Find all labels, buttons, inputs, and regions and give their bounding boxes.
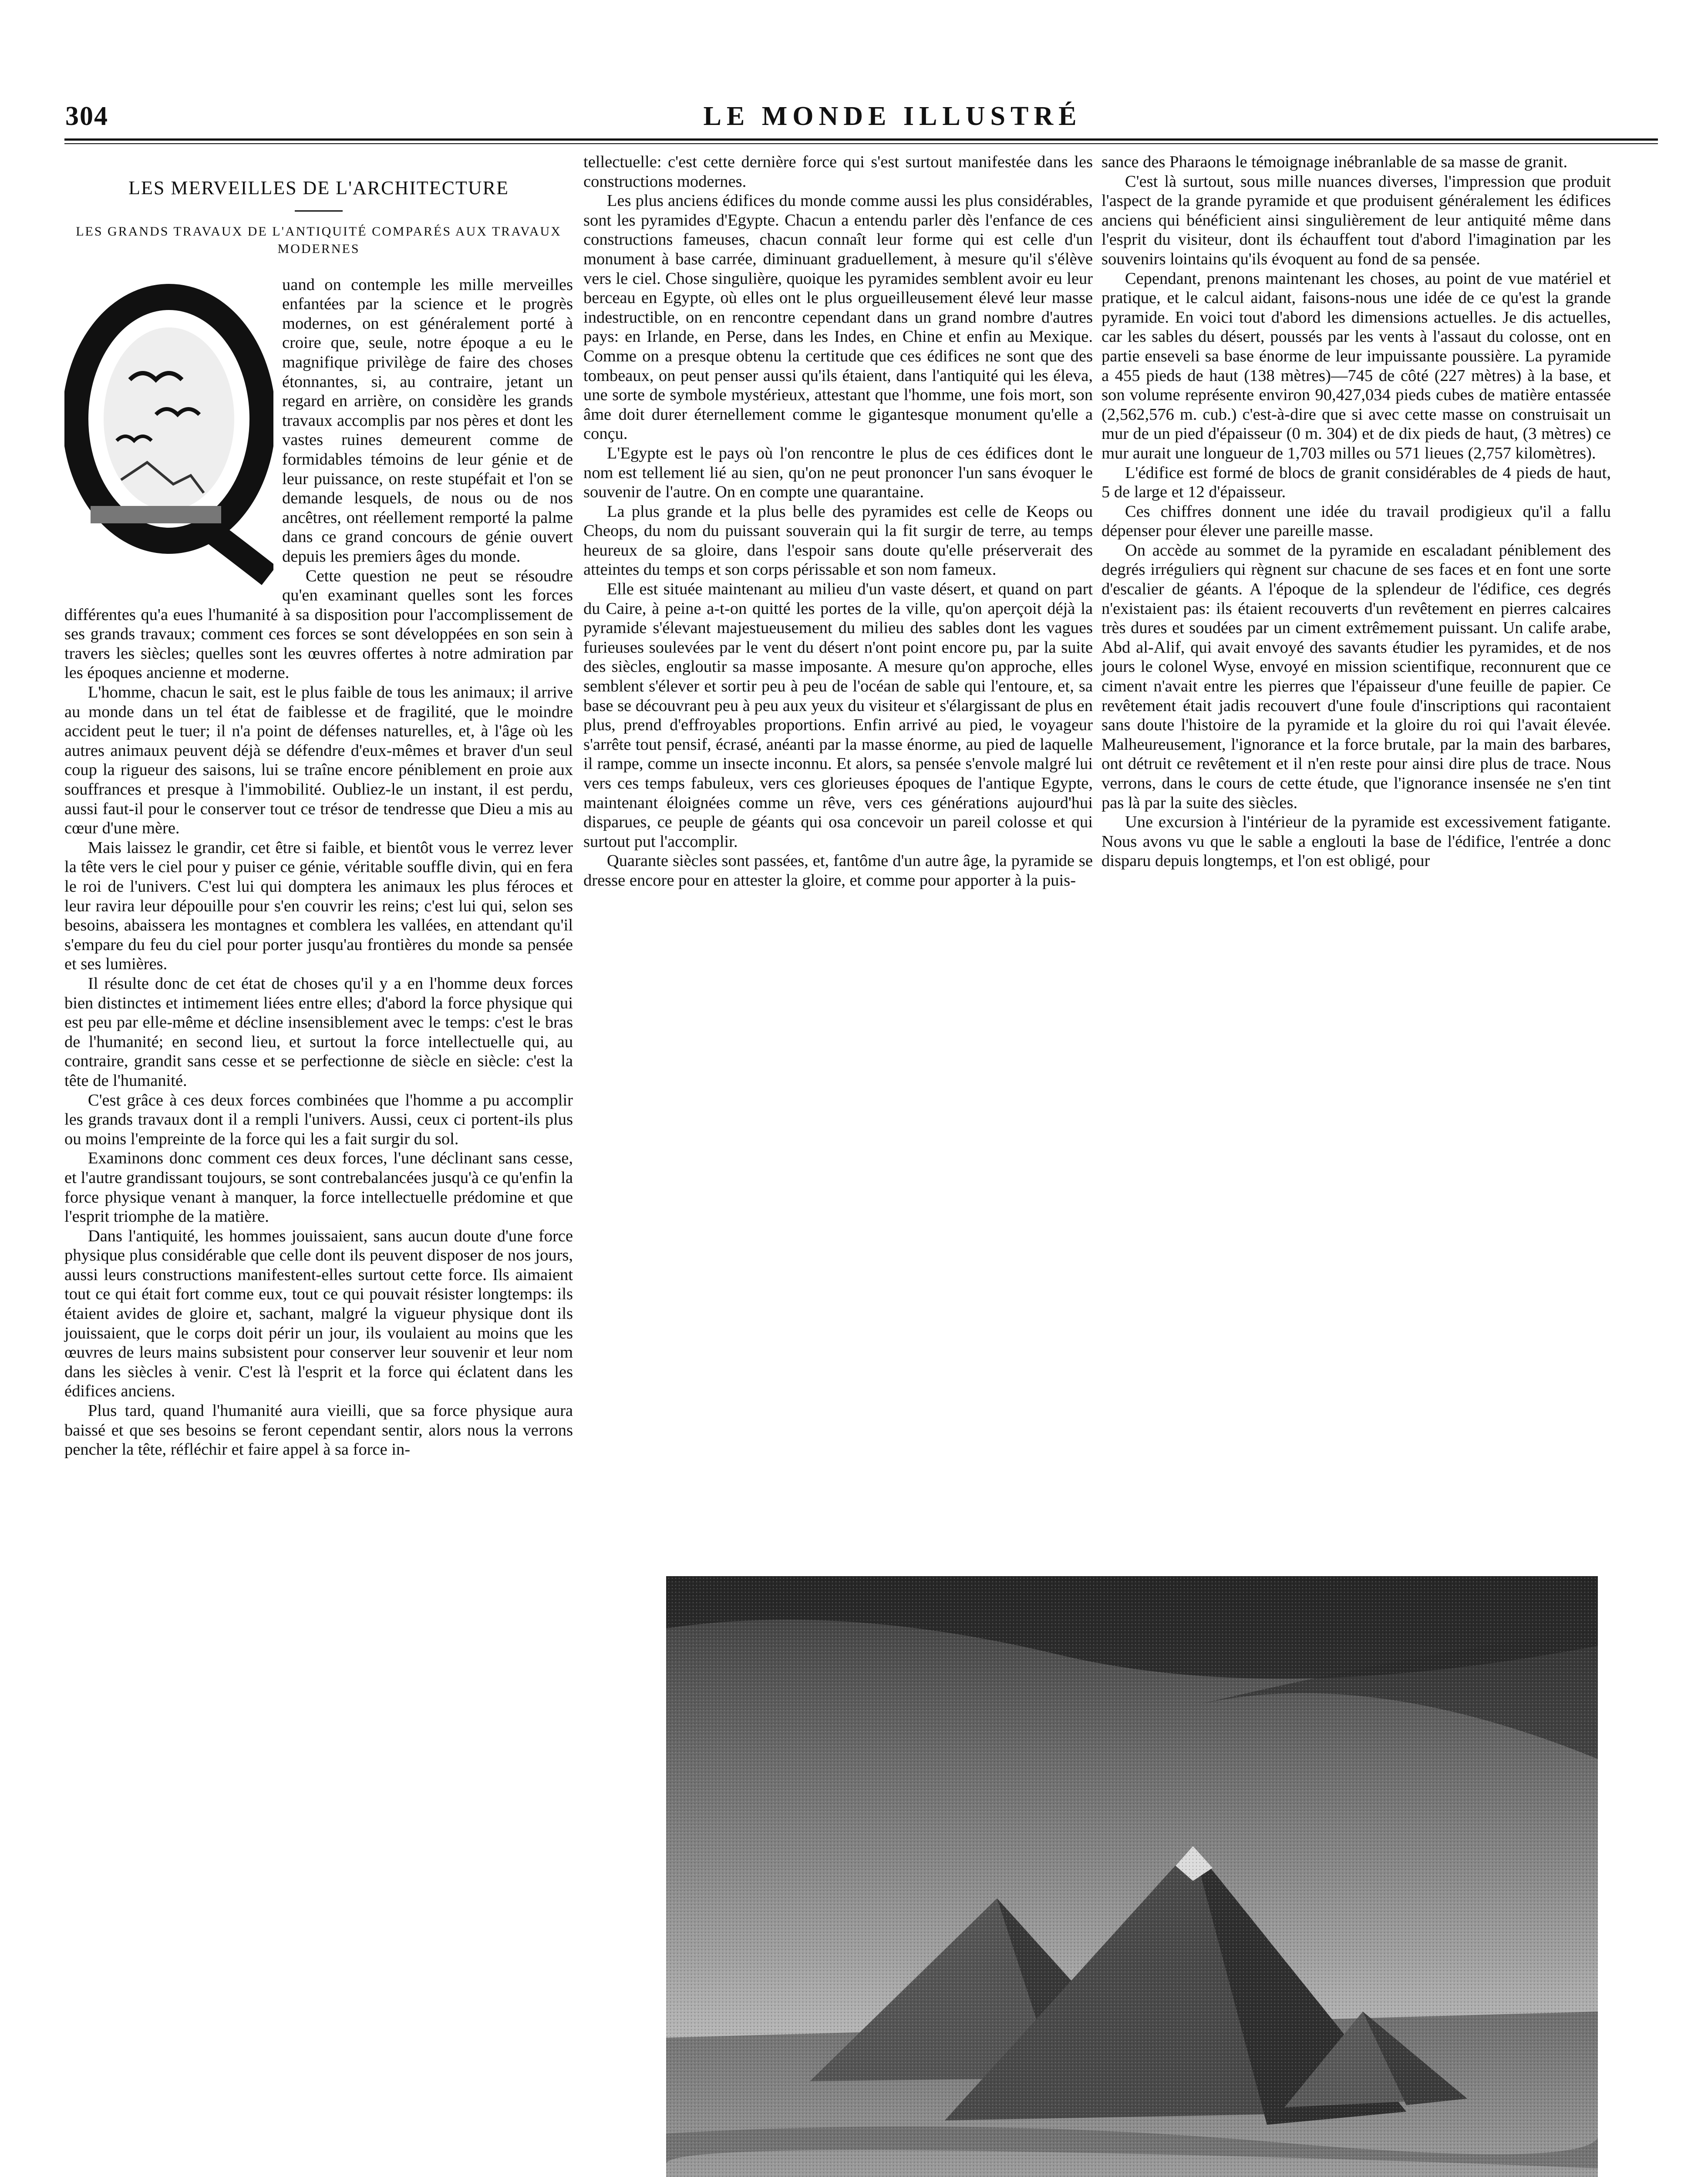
paragraph: L'homme, chacun le sait, est le plus faible de tous les animaux; il arrive au monde dans un tel état de faiblesse et de fragilité, que le moindre accident peut le tuer; il n'a point de défenses naturelles, et, à l'âge où les autres animaux peuvent déjà se défendre d'eux-mêmes et braver d'un seul coup la rigueur des saisons, lui se traîne encore péniblement en proie aux souffrances et presque à l'immobilité. Oubliez-le un instant, il est perdu, aussi faut-il pour le conserver tout ce trésor de tendresse que Dieu a mis au cœur d'une mère. <box>64 683 573 838</box>
paragraph: Ces chiffres donnent une idée du travail prodigieux qu'il a fallu dépenser pour élever une pareille masse. <box>1102 502 1611 540</box>
paragraph: C'est là surtout, sous mille nuances diverses, l'impression que produit l'aspect de la grande pyramide et que produisent généralement les édifices anciens qui bénéficient ainsi singulièrement de leur antiquité même dans l'esprit du visiteur, dont ils échauffent tout d'abord l'imagination par les souvenirs lointains qu'ils évoquent au fond de sa pensée. <box>1102 172 1611 268</box>
paragraph: Mais laissez le grandir, cet être si faible, et bientôt vous le verrez lever la tête vers le ciel pour y puiser ce génie, véritable souffle divin, qui en fera le roi de l'univers. C'est lui qui domptera les animaux les plus féroces et leur ravira leur dépouille pour s'en couvrir les reins; c'est lui qui, selon ses besoins, abaissera les montagnes et comblera les vallées, en attendant qu'il s'empare du feu du ciel pour porter jusqu'au frontières du monde sa pensée et ses lumières. <box>64 838 573 974</box>
column-1 <box>64 152 573 1459</box>
paragraph: C'est grâce à ces deux forces combinées que l'homme a pu accomplir les grands travaux dont il a rempli l'univers. Aussi, ceux ci portent-ils plus ou moins l'empreinte de la force qui les a fait surgir du sol. <box>64 1091 573 1148</box>
paragraph: L'édifice est formé de blocs de granit considérables de 4 pieds de haut, 5 de large et 12 d'épaisseur. <box>1102 463 1611 502</box>
journal-title: LE MONDE ILLUSTRÉ <box>703 101 1082 131</box>
paragraph: Elle est située maintenant au milieu d'un vaste désert, et quand on part du Caire, à peine a-t-on quitté les portes de la ville, qu'on aperçoit déjà la pyramide s'élevant majestueusement du milieu des sables dont les vagues furieuses soulevées par le vent du désert n'ont point encore pu, par la suite des siècles, engloutir sa masse imposante. A mesure qu'on approche, elles semblent s'élever et sortir peu à peu de l'océan de sable qui l'entoure, et, sa base se découvrant peu à peu aux yeux du visiteur et s'élargissant de plus en plus, prend d'effroyables proportions. Enfin arrivé au pied, le voyageur s'arrête tout pensif, écrasé, anéanti par la masse énorme, au pied de laquelle il rampe, comme un insecte inconnu. Et alors, sa pensée s'envole malgré lui vers ces temps fabuleux, vers ces glorieuses époques de l'antique Egypte, maintenant éloignées comme un rêve, vers ces générations aujourd'hui disparues, ce peuple de géants qui osa concevoir un pareil colosse et qui surtout put l'accomplir. <box>583 580 1093 851</box>
paragraph: La plus grande et la plus belle des pyramides est celle de Keops ou Cheops, du nom du puissant souverain qui la fit surgir de terre, au temps heureux de sa gloire, dans l'espoir sans doute qu'elle préserverait des atteintes du temps et son corps périssable et son nom fameux. <box>583 502 1093 579</box>
column-2 <box>583 152 1093 890</box>
paragraph: Une excursion à l'intérieur de la pyramide est excessivement fatigante. Nous avons vu que le sable a englouti la base de l'édifice, l'entrée a donc disparu depuis longtemps, et l'on est obligé, pour <box>1102 813 1611 870</box>
paragraph: Cependant, prenons maintenant les choses, au point de vue matériel et pratique, et le calcul aidant, faisons-nous une idée de ce qu'est la grande pyramide. En voici tout d'abord les dimensions actuelles. Je dis actuelles, car les sables du désert, poussés par les vents à l'assaut du colosse, ont en partie enseveli sa base énorme de leur impuissante poussière. La pyramide a 455 pieds de haut (138 mètres)—745 de côté (227 mètres) à la base, et son volume représente environ 90,427,034 pieds cubes de matière entassée (2,562,576 m. cub.) c'est-à-dire que si avec cette masse on construisait un mur de un pied d'épaisseur (0 m. 304) et de dix pieds de haut, (3 mètres) ce mur aurait une longueur de 1,703 milles ou 571 lieues (2,757 kilomètres). <box>1102 269 1611 462</box>
paragraph: sance des Pharaons le témoignage inébranlable de sa masse de granit. <box>1102 153 1568 171</box>
column-3 <box>1102 152 1611 871</box>
paragraph: On accède au sommet de la pyramide en escaladant péniblement des degrés irréguliers qui règnent sur chacune de ses faces et en font une sorte d'escalier de géants. A l'époque de la splendeur de l'édifice, ces degrés n'existaient pas: ils étaient recouverts d'un revêtement en pierres calcaires très dures et soudées par un ciment extrêmement puissant. Un calife arabe, Abd al-Alif, qui avait envoyé des savants étudier les pyramides, et de nos jours le colonel Wyse, envoyé en mission scientifique, reconnurent que ce ciment n'avait entre les pierres que l'épaisseur d'une feuille de papier. Ce revêtement était jadis recouvert d'une foule d'inscriptions qui racontaient sans doute l'histoire de la pyramide et la gloire du roi qui l'avait élevée. Malheureusement, l'ignorance et la force brutale, par la main des barbares, ont détruit ce revêtement et il n'en reste pour ainsi dire plus de trace. Nous verrons, dans le cours de cette étude, que l'ignorance insensée ne s'en tint pas là par la suite des siècles. <box>1102 541 1611 812</box>
article-title: LES MERVEILLES DE L'ARCHITECTURE <box>128 177 509 199</box>
paragraph: Quarante siècles sont passées, et, fantôme d'un autre âge, la pyramide se dresse encore pour en attester la gloire, et comme pour apporter à la puis- <box>583 852 1093 890</box>
article-subtitle: LES GRANDS TRAVAUX DE L'ANTIQUITÉ COMPARÉS AUX TRAVAUX MODERNES <box>76 224 562 256</box>
title-rule <box>295 210 343 212</box>
page-number: 304 <box>65 101 108 131</box>
header-rule <box>64 138 1658 144</box>
paragraph: uand on contemple les mille merveilles enfantées par la science et le progrès modernes, on est généralement porté à croire que, seule, notre époque a eu le magnifique privilège de faire des choses étonnantes, si, au contraire, jetant un regard en arrière, on considère les grands travaux accomplis par nos pères et dont les vastes ruines demeurent comme de formidables témoins de leur génie et de leur puissance, on reste stupéfait et l'on se demande lesquels, de nous ou de nos ancêtres, ont réellement remporté la palme dans ce grand concours de génie ouvert depuis les premiers âges du monde. <box>282 275 573 566</box>
paragraph: Plus tard, quand l'humanité aura vieilli, que sa force physique aura baissé et que ses besoins se feront cependant sentir, alors nous la verrons pencher la tête, réfléchir et faire appel à sa force in- <box>64 1402 573 1459</box>
paragraph: Les plus anciens édifices du monde comme aussi les plus considérables, sont les pyramides d'Egypte. Chacun a entendu parler dès l'enfance de ces constructions fameuses, chacun connaît leur forme qui est celle d'un monument à base carrée, diminuant graduellement, à mesure qu'il s'élève vers le ciel. Chose singulière, quoique les pyramides semblent avoir eu leur berceau en Egypte, où elles ont le plus orgueilleusement élevé leur masse indestructible, on en rencontre cependant dans un grand nombre d'autres pays: en Irlande, en Perse, dans les Indes, en Chine et enfin au Mexique. Comme on a presque obtenu la certitude que ces édifices ne sont que des tombeaux, on peut penser aussi qu'ils étaient, dans l'antiquité qui les éleva, une sorte de symbole mystérieux, attestant que l'homme, une fois mort, son âme doit durer éternellement comme le gigantesque monument qu'elle a conçu. <box>583 192 1093 443</box>
dropcap-q-illustration <box>64 275 273 589</box>
paragraph: Cette question ne peut se résoudre qu'en examinant quelles sont les forces différentes qu'a eues l'humanité à sa disposition pour l'accomplissement de ses grands travaux; comment ces forces se sont développées en son sein à travers les siècles; quelles sont les œuvres offertes à notre admiration par les époques ancienne et moderne. <box>64 566 573 682</box>
pyramids-illustration <box>666 1576 1598 2177</box>
paragraph: tellectuelle: c'est cette dernière force qui s'est surtout manifestée dans les constructions modernes. <box>583 153 1093 191</box>
paragraph: L'Egypte est le pays où l'on rencontre le plus de ces édifices dont le nom est tellement lié au sien, qu'on ne peut prononcer l'un sans évoquer le souvenir de l'autre. On en compte une quarantaine. <box>583 444 1093 502</box>
paragraph: Il résulte donc de cet état de choses qu'il y a en l'homme deux forces bien distinctes et intimement liées entre elles; d'abord la force physique qui est peu par elle-même et décline insensiblement avec le temps: c'est le bras de l'humanité; en second lieu, et surtout la force intellectuelle qui, au contraire, grandit sans cesse et se perfectionne de siècle en siècle: c'est la tête de l'humanité. <box>64 974 573 1090</box>
paragraph: Dans l'antiquité, les hommes jouissaient, sans aucun doute d'une force physique plus considérable que celle dont ils peuvent disposer de nos jours, aussi leurs constructions manifestent-elles surtout cette force. Ils aimaient tout ce qui était fort comme eux, tout ce qui pouvait résister longtemps: ils étaient avides de gloire et, sachant, malgré la vigueur physique dont ils jouissaient, que le corps doit périr un jour, ils voulaient au moins que les œuvres de leurs mains subsistent pour conserver leur souvenir et leur nom dans les siècles à venir. C'est là l'esprit et la force qui éclatent dans les édifices anciens. <box>64 1227 573 1401</box>
paragraph: Examinons donc comment ces deux forces, l'une déclinant sans cesse, et l'autre grandissant toujours, se sont contrebalancées jusqu'à ce qu'enfin la force physique venant à manquer, la force intellectuelle prédomine et que l'esprit triomphe de la matière. <box>64 1149 573 1226</box>
